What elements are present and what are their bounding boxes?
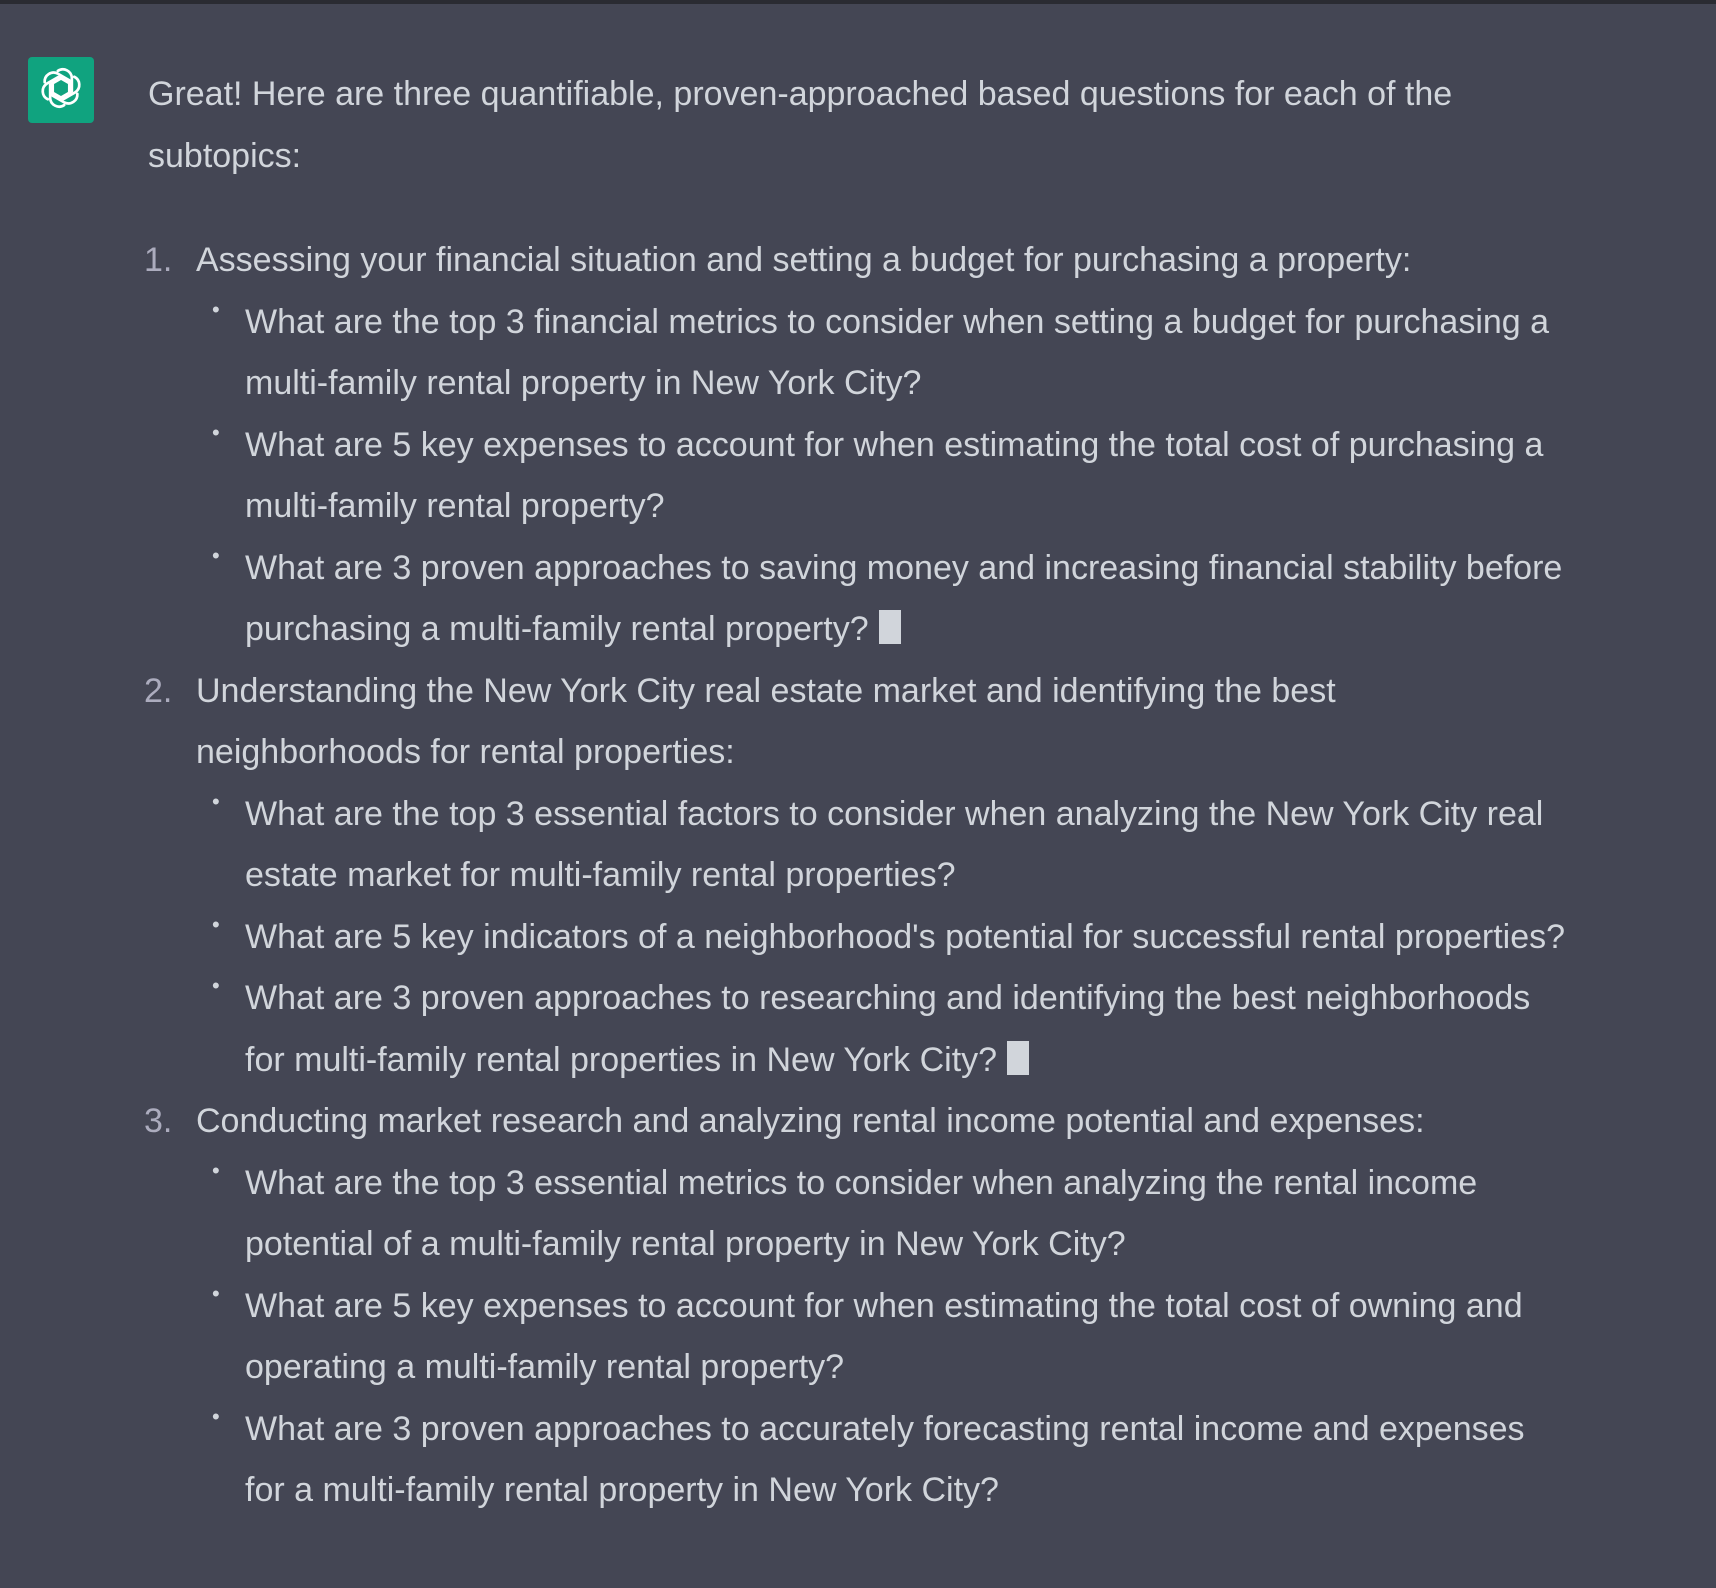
subtopic-item bbox=[144, 230, 1568, 661]
message-content bbox=[144, 64, 1568, 1522]
question-item bbox=[196, 1276, 1568, 1399]
question-item bbox=[196, 538, 1568, 661]
bullet-icon: • bbox=[212, 419, 220, 445]
question-text: What are 5 key indicators of a neighborhood's potential for successful rental properties? bbox=[245, 917, 1566, 956]
subtopic-title: Conducting market research and analyzing rental income potential and expenses: bbox=[196, 1102, 1425, 1140]
question-item bbox=[196, 1153, 1568, 1276]
text-cursor bbox=[1007, 1041, 1029, 1075]
question-text: What are 3 proven approaches to accurately forecasting rental income and expenses for a multi-family rental property in New York City? bbox=[245, 1409, 1525, 1509]
question-text: What are 5 key expenses to account for when estimating the total cost of purchasing a multi-family rental property? bbox=[245, 425, 1544, 525]
question-text: What are the top 3 financial metrics to consider when setting a budget for purchasing a multi-family rental property in New York City? bbox=[245, 302, 1550, 402]
openai-logo-icon bbox=[36, 63, 86, 118]
question-list bbox=[196, 292, 1568, 661]
text-cursor bbox=[879, 610, 901, 644]
subtopic-title: Assessing your financial situation and setting a budget for purchasing a property: bbox=[196, 241, 1412, 279]
bullet-icon: • bbox=[212, 1280, 220, 1306]
question-list bbox=[196, 784, 1568, 1092]
bullet-icon: • bbox=[212, 542, 220, 568]
question-text: What are 5 key expenses to account for when estimating the total cost of owning and operating a multi-family rental property? bbox=[245, 1286, 1523, 1386]
subtopic-title: Understanding the New York City real estate market and identifying the best neighborhoods for rental properties: bbox=[196, 671, 1336, 771]
question-item bbox=[196, 415, 1568, 538]
question-text: What are the top 3 essential metrics to consider when analyzing the rental income potential of a multi-family rental property in New York City? bbox=[245, 1163, 1478, 1263]
subtopic-number: 3. bbox=[144, 1102, 173, 1140]
bullet-icon: • bbox=[212, 296, 220, 322]
question-item bbox=[196, 968, 1568, 1091]
question-item bbox=[196, 784, 1568, 907]
question-item bbox=[196, 292, 1568, 415]
question-text: What are the top 3 essential factors to consider when analyzing the New York City real estate market for multi-family rental properties? bbox=[245, 794, 1544, 894]
bullet-icon: • bbox=[212, 1403, 220, 1429]
question-list bbox=[196, 1153, 1568, 1522]
bullet-icon: • bbox=[212, 788, 220, 814]
intro-text: Great! Here are three quantifiable, proven-approached based questions for each of the subtopics: bbox=[148, 75, 1453, 175]
bullet-icon: • bbox=[212, 911, 220, 937]
question-item bbox=[196, 1399, 1568, 1522]
subtopic-list bbox=[144, 230, 1568, 1522]
question-text: What are 3 proven approaches to saving money and increasing financial stability before purchasing a multi-family rental property? bbox=[245, 548, 1563, 648]
question-item bbox=[196, 907, 1568, 969]
subtopic-item bbox=[144, 1091, 1568, 1522]
bullet-icon: • bbox=[212, 973, 220, 998]
subtopic-number: 2. bbox=[144, 671, 173, 710]
subtopic-item bbox=[144, 661, 1568, 1092]
subtopic-number: 1. bbox=[144, 241, 173, 279]
assistant-message bbox=[0, 4, 1716, 1588]
assistant-avatar bbox=[28, 57, 94, 123]
question-text: What are 3 proven approaches to researching and identifying the best neighborhoods for multi-family rental properties in New York City? bbox=[245, 979, 1531, 1079]
bullet-icon: • bbox=[212, 1157, 220, 1183]
